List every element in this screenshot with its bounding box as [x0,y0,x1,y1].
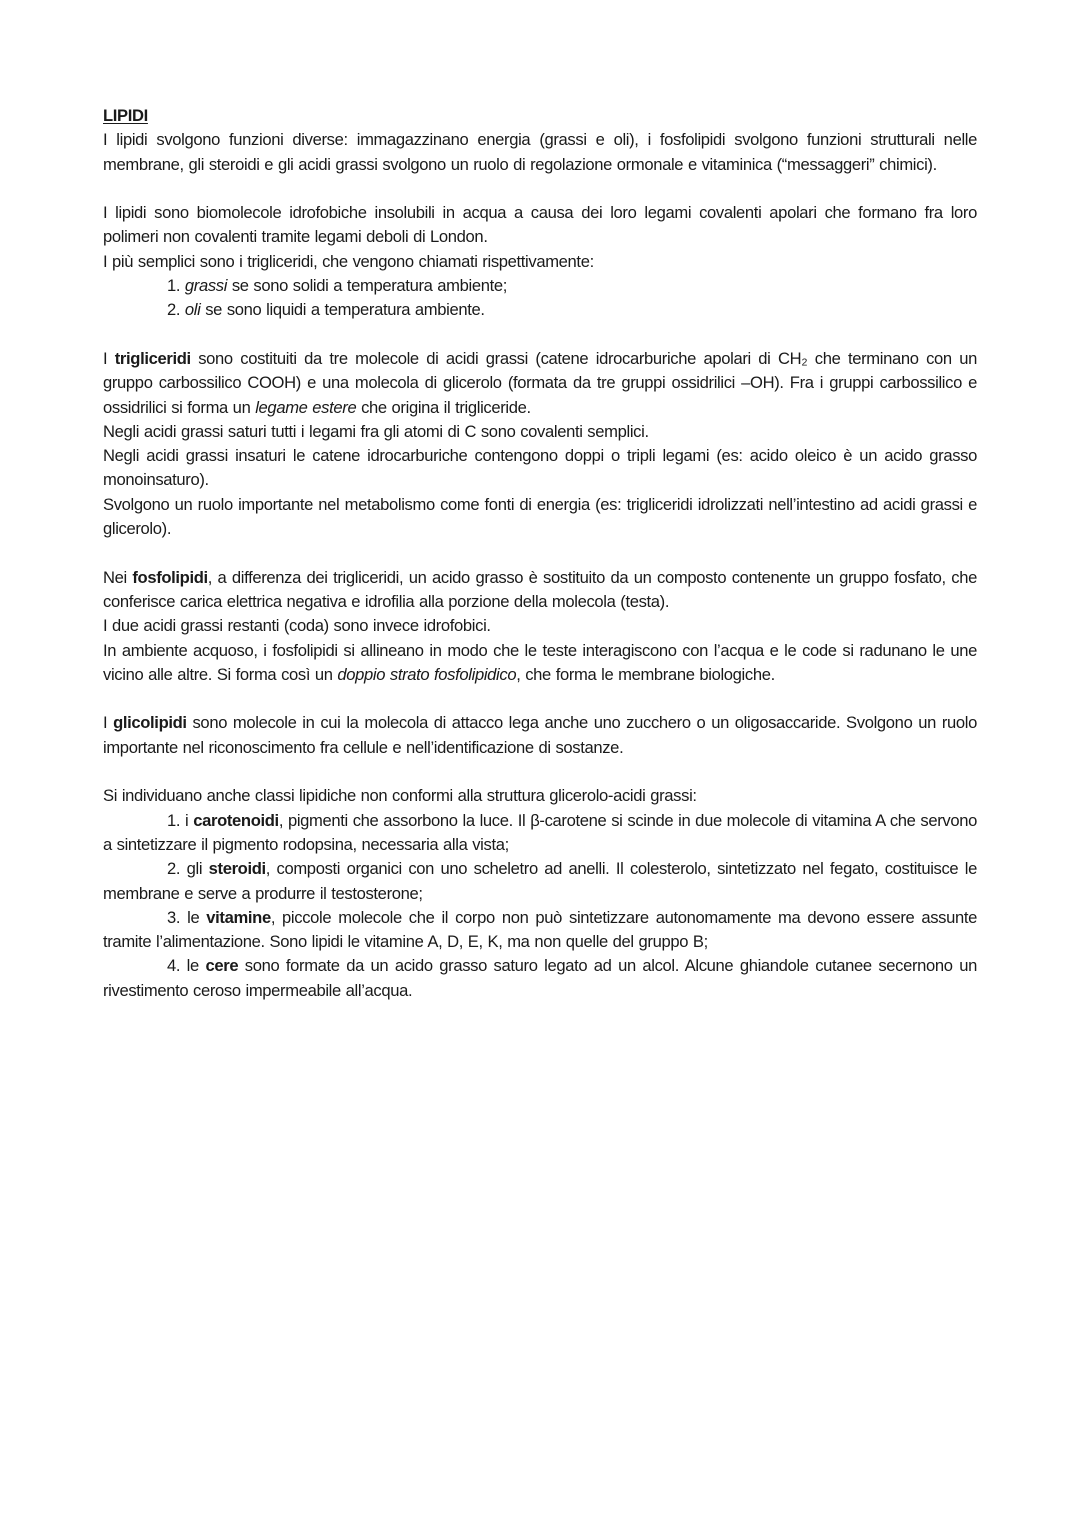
text-run: , composti organici con uno scheletro ad anelli. Il colesterolo, sintetizzato nel fegato, costituisce le membrane e serve a produrre il testosterone; [103,859,977,903]
other-classes-intro: Si individuano anche classi lipidiche non conformi alla struttura glicerolo-acidi grassi: [103,786,697,806]
italic-term: doppio strato fosfolipidico [337,664,517,684]
text-run: sono formate da un acido grasso saturo legato ad un alcol. Alcune ghiandole cutanee secernono un rivestimento ceroso impermeabile all’acqua. [103,956,977,1000]
text-run: , pigmenti che assorbono la luce. Il β-carotene si scinde in due molecole di vitamina A che servono a sintetizzare il pigmento rodopsina, necessaria alla vista; [103,810,978,854]
simplest-lipids-line: I più semplici sono i trigliceridi, che vengono chiamati rispettivamente: [103,251,594,271]
paragraph-gap [103,760,977,784]
list-item [167,274,977,298]
list-item [103,954,977,1003]
glycolipids-paragraph [103,711,977,760]
text-run: 2. gli [167,859,209,879]
text-run: sono molecole in cui la molecola di attacco lega anche uno zucchero o un oligosaccaride. Svolgono un ruolo importante nel riconoscimento fra cellule e nell’identificazione di sostanze. [103,713,977,757]
list-item [103,857,977,906]
paragraph-gap [103,323,977,347]
text-run: In ambiente acquoso, i fosfolipidi si allineano in modo che le teste interagiscono con l’acqua e le code si radunano le une vicino alle altre. Si forma così un [103,640,977,684]
text-run: che origina il trigliceride. [356,397,531,417]
list-item [103,906,977,955]
unsaturated-paragraph: Negli acidi grassi insaturi le catene idrocarburiche contengono doppi o tripli legami (es: acido oleico è un acido grasso monoinsaturo). [103,446,977,490]
document-page [103,104,977,1003]
italic-term: legame estere [255,397,357,417]
list-text: se sono liquidi a temperatura ambiente. [200,300,485,320]
metabolism-paragraph: Svolgono un ruolo importante nel metabolismo come fonti di energia (es: trigliceridi idrolizzati nell’intestino ad acidi grassi e glicerolo). [103,494,977,539]
bold-term: steroidi [208,859,266,879]
list-term: grassi [184,276,228,296]
text-run: , a differenza dei trigliceridi, un acido grasso è sostituito da un composto contenente un gruppo fosfato, che conferisce carica elettrica negativa e idrofilia alla porzione della molecola (testa). [103,567,978,611]
text-run: Nei [103,567,133,587]
text-run: I [103,348,115,368]
intro-paragraph: I lipidi svolgono funzioni diverse: immagazzinano energia (grassi e oli), i fosfolipidi svolgono funzioni strutturali nelle membrane, gli steroidi e gli acidi grassi svolgono un ruolo di regolazione ormonale e vitaminica (“messaggeri” chimici). [103,130,977,174]
list-item [103,809,977,858]
text-run: , che forma le membrane biologiche. [516,664,775,684]
bilayer-paragraph [103,639,977,688]
text-run: sono costituiti da tre molecole di acidi grassi (catene idrocarburiche apolari di CH₂ che terminano con un gruppo carbossilico COOH) e una molecola di glicerolo (formata da tre gruppi ossidrilici –OH). Fra i gruppi carbossilico e ossidrilici si forma un [103,348,977,417]
text-run: 1. i [167,810,194,830]
list-term: oli [184,300,201,320]
page-title: LIPIDI [103,106,148,125]
bold-term: carotenoidi [193,810,279,830]
other-classes-list [103,809,977,1003]
triglycerides-paragraph [103,347,977,420]
text-run: 3. le [167,907,207,927]
text-run: , piccole molecole che il corpo non può sintetizzare autonomamente ma devono essere assunte tramite l’alimentazione. Sono lipidi le vitamine A, D, E, K, ma non quelle del gruppo B; [103,907,978,952]
list-item [167,298,977,322]
saturated-paragraph: Negli acidi grassi saturi tutti i legami fra gli atomi di C sono covalenti semplici. [103,421,649,441]
paragraph-gap [103,541,977,565]
bold-term: fosfolipidi [132,567,208,587]
hydrophobic-paragraph: I lipidi sono biomolecole idrofobiche insolubili in acqua a causa dei loro legami covalenti apolari che formano fra loro polimeri non covalenti tramite legami deboli di London. [103,203,977,247]
text-run: 4. le [167,956,206,976]
triglyceride-types-list [103,274,977,323]
bold-term: cere [205,956,239,976]
bold-term: glicolipidi [113,713,187,733]
phospholipids-paragraph [103,566,977,615]
bold-term: trigliceridi [114,348,191,368]
paragraph-gap [103,687,977,711]
bold-term: vitamine [206,907,271,927]
tails-paragraph: I due acidi grassi restanti (coda) sono invece idrofobici. [103,616,491,636]
list-number: 1. [167,276,181,296]
list-number: 2. [167,300,181,320]
text-run: I [103,713,114,733]
list-text: se sono solidi a temperatura ambiente; [227,276,507,296]
paragraph-gap [103,177,977,201]
